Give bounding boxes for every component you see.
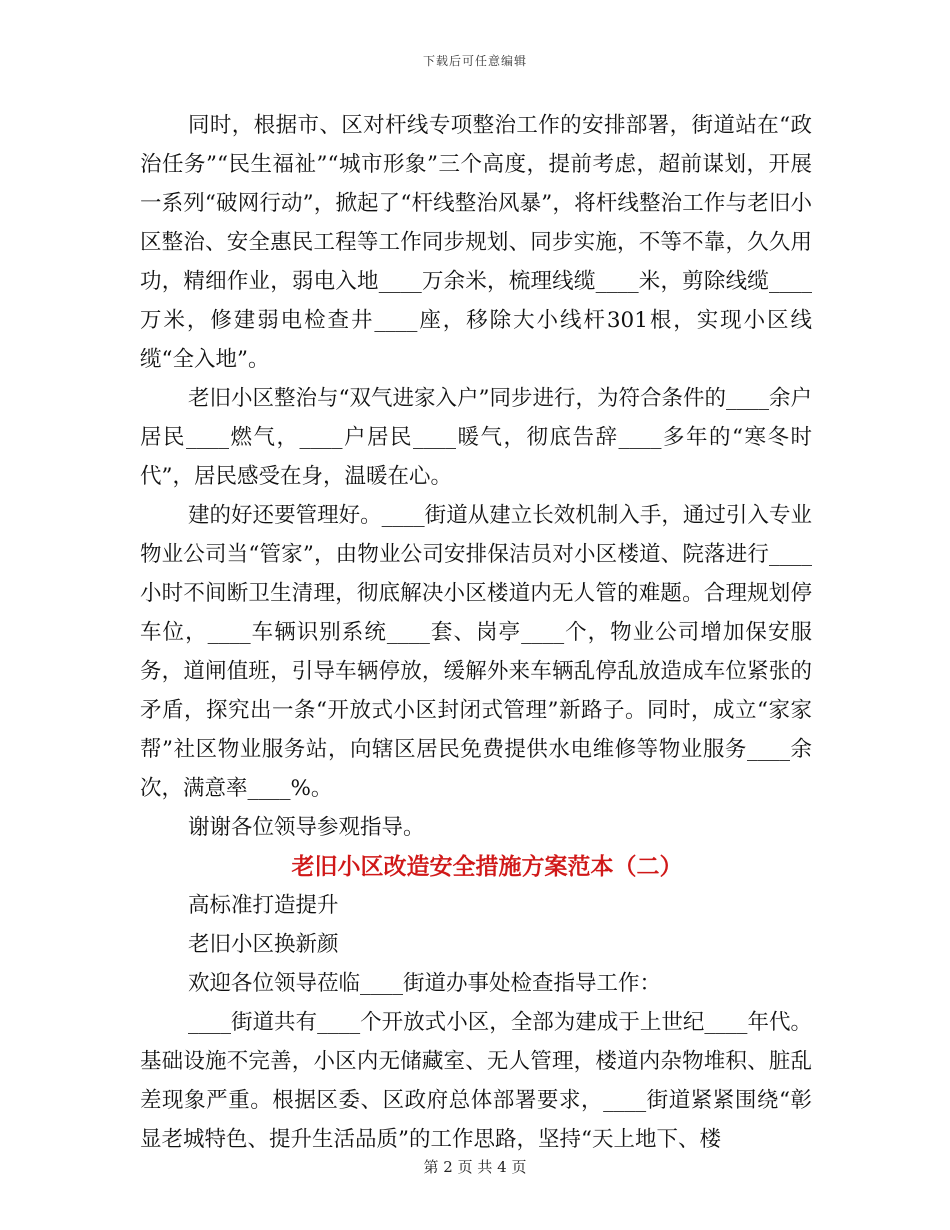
- paragraph-gas-heating: 老旧小区整治与“双气进家入户”同步进行，为符合条件的____余户居民____燃气，____户居民____暖气，彻底告辞____多年的“寒冬时代”，居民感受在身，温暖在心。: [140, 386, 812, 489]
- paragraph-cable-rectification: 同时，根据市、区对杆线专项整治工作的安排部署，街道站在“政治任务”“民生福祉”“城市形象”三个高度，提前考虑，超前谋划，开展一系列“破网行动”，掀起了“杆线整治风暴”，将杆线整治工作与老旧小区整治、安全惠民工程等工作同步规划、同步实施，不等不靠，久久用功，精细作业，弱电入地____万余米，梳理线缆____米，剪除线缆____万米，修建弱电检查井____座，移除大小线杆301根，实现小区线缆“全入地”。: [140, 113, 812, 372]
- paragraph-welcome: 欢迎各位领导莅临____街道办事处检查指导工作：: [188, 971, 662, 996]
- paragraph-subtitle-2: 老旧小区换新颜: [188, 932, 339, 957]
- paragraph-property-management: 建的好还要管理好。____街道从建立长效机制入手，通过引入专业物业公司当“管家”，由物业公司安排保洁员对小区楼道、院落进行____小时不间断卫生清理，彻底解决小区楼道内无人管的难题。合理规划停车位，____车辆识别系统____套、岗亭____个，物业公司增加保安服务，道闸值班，引导车辆停放，缓解外来车辆乱停乱放造成车位紧张的矛盾，探究出一条“开放式小区封闭式管理”新路子。同时，成立“家家帮”社区物业服务站，向辖区居民免费提供水电维修等物业服务____余次，满意率____%。: [140, 503, 812, 801]
- page-header: 下载后可任意编辑: [422, 54, 527, 68]
- paragraph-subtitle-1: 高标准打造提升: [188, 893, 339, 918]
- paragraph-thanks: 谢谢各位领导参观指导。: [188, 815, 425, 840]
- section-title: 老旧小区改造安全措施方案范本（二）: [291, 853, 683, 880]
- paragraph-overview: ____街道共有____个开放式小区，全部为建成于上世纪____年代。基础设施不完善，小区内无储藏室、无人管理，楼道内杂物堆积、脏乱差现象严重。根据区委、区政府总体部署要求，____街道紧紧围绕“彰显老城特色、提升生活品质”的工作思路，坚持“天上地下、楼: [140, 1010, 812, 1152]
- document-body: [140, 106, 812, 1159]
- page-footer: 第 2 页 共 4 页: [423, 1158, 527, 1176]
